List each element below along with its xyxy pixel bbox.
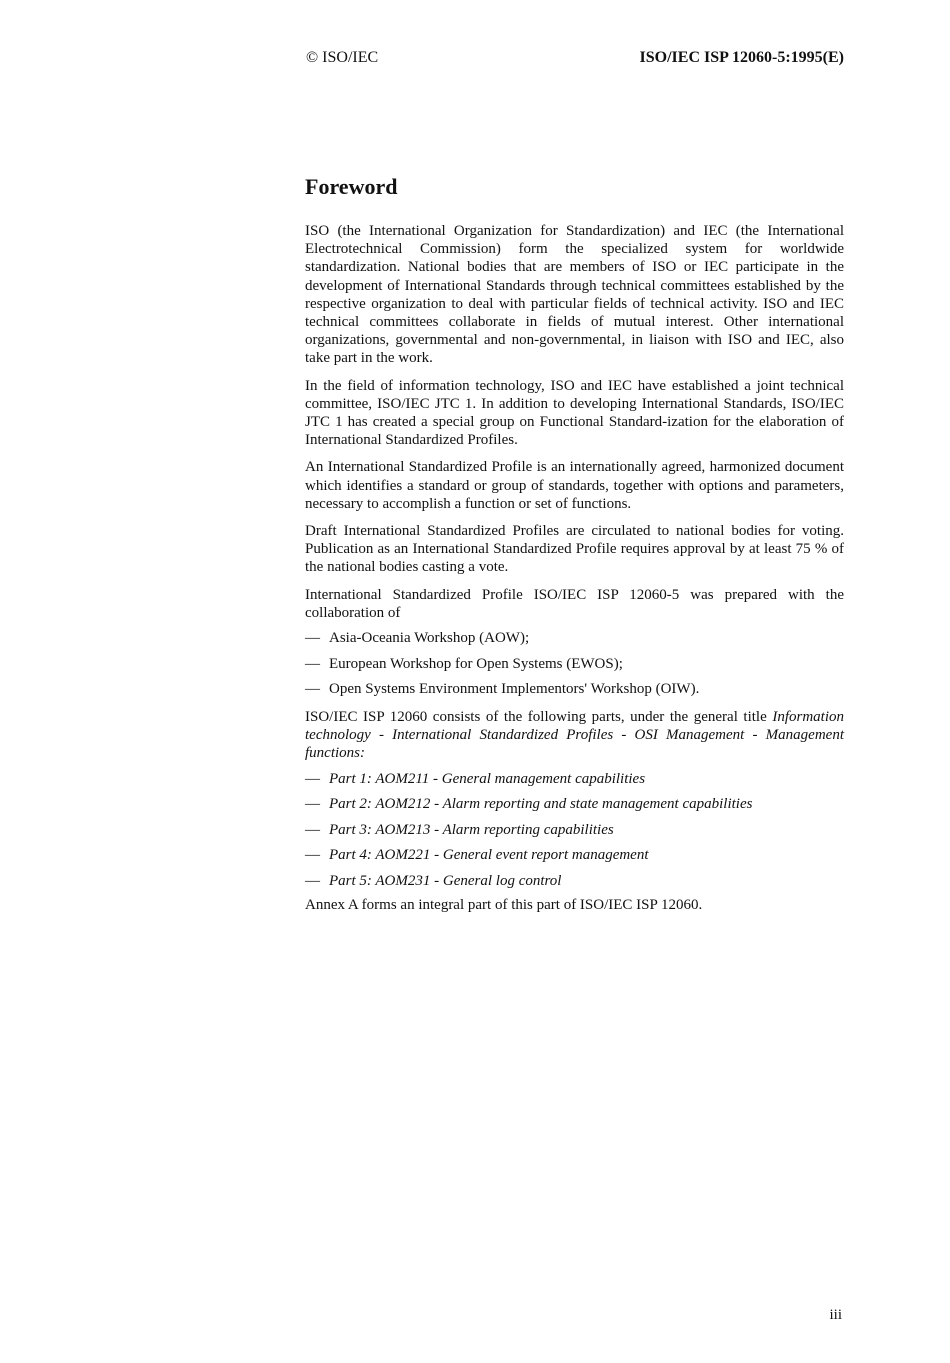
list-item xyxy=(305,821,844,839)
list-item xyxy=(305,846,844,864)
foreword-section xyxy=(305,172,844,923)
dash-bullet: — xyxy=(305,796,320,813)
page-number: iii xyxy=(829,1307,842,1323)
paragraph-prepared-with: International Standardized Profile ISO/IEC ISP 12060-5 was prepared with the collaboration of xyxy=(305,586,844,621)
list-item xyxy=(305,655,844,673)
dash-bullet: — xyxy=(305,821,320,838)
list-item xyxy=(305,872,844,890)
paragraph-iso-iec: ISO (the International Organization for Standardization) and IEC (the International Electrotechnical Commission) form the specialized system for worldwide standardization. National bodies that are members of ISO or IEC participate in the development of International Standards through technical committees established by the respective organization to deal with particular fields of technical activity. ISO and IEC technical committees collaborate in fields of mutual interest. Other international organizations, governmental and non-governmental, in liaison with ISO and IEC, also take part in the work. xyxy=(305,223,844,367)
dash-bullet: — xyxy=(305,630,320,647)
parts-intro-text: ISO/IEC ISP 12060 consists of the following parts, under the general title xyxy=(305,709,767,726)
collaborator-aow: Asia-Oceania Workshop (AOW); xyxy=(329,630,530,647)
part-2: Part 2: AOM212 - Alarm reporting and state management capabilities xyxy=(329,796,753,813)
list-item xyxy=(305,770,844,788)
part-5: Part 5: AOM231 - General log control xyxy=(329,872,562,889)
dash-bullet: — xyxy=(305,681,320,698)
parts-general-title: Information technology - International Standardized Profiles - OSI Management - Management functions: xyxy=(305,709,844,762)
part-4: Part 4: AOM221 - General event report management xyxy=(329,847,649,864)
paragraph-jtc1: In the field of information technology, ISO and IEC have established a joint technical committee, ISO/IEC JTC 1. In addition to developing International Standards, ISO/IEC JTC 1 has created a special group on Functional Standard-ization for the elaboration of International Standardized Profiles. xyxy=(305,377,844,449)
dash-bullet: — xyxy=(305,847,320,864)
paragraph-parts-intro xyxy=(305,708,844,763)
dash-bullet: — xyxy=(305,770,320,787)
header-document-id: ISO/IEC ISP 12060-5:1995(E) xyxy=(639,49,844,66)
header-copyright: © ISO/IEC xyxy=(306,49,379,66)
collaborator-ewos: European Workshop for Open Systems (EWOS); xyxy=(329,655,623,672)
list-item xyxy=(305,795,844,813)
paragraph-draft-voting: Draft International Standardized Profiles are circulated to national bodies for voting. Publication as an International Standardized Profile requires approval by at least 75 % of the national bodies casting a vote. xyxy=(305,523,844,576)
list-item xyxy=(305,680,844,698)
part-1: Part 1: AOM211 - General management capabilities xyxy=(329,770,646,787)
list-item xyxy=(305,629,844,647)
page-title: Foreword xyxy=(305,174,398,199)
dash-bullet: — xyxy=(305,872,320,889)
paragraph-isp-definition: An International Standardized Profile is an internationally agreed, harmonized document which identifies a standard or group of standards, together with options and parameters, necessary to accomplish a function or set of functions. xyxy=(305,459,844,512)
annex-note: Annex A forms an integral part of this part of ISO/IEC ISP 12060. xyxy=(305,896,703,913)
dash-bullet: — xyxy=(305,655,320,672)
part-3: Part 3: AOM213 - Alarm reporting capabilities xyxy=(329,821,614,838)
collaborator-oiw: Open Systems Environment Implementors' Workshop (OIW). xyxy=(329,681,700,698)
